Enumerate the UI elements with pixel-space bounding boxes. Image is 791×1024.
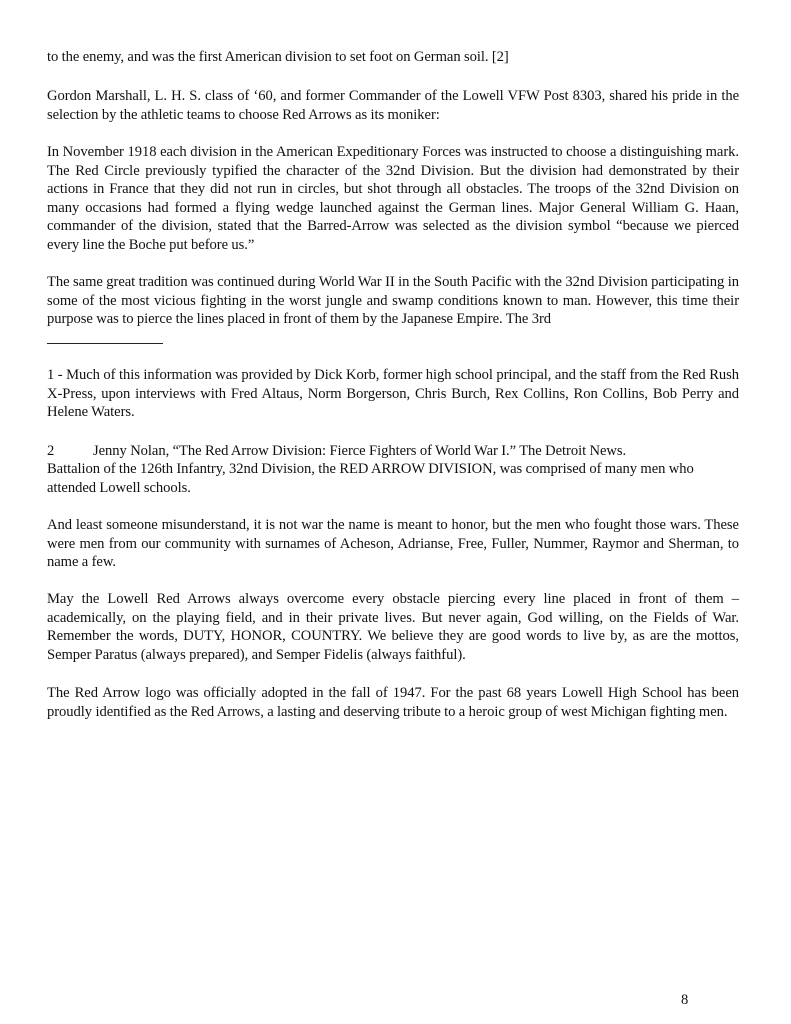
paragraph-lowell-red-arrows: May the Lowell Red Arrows always overcome every obstacle piercing every line placed in front of them – academically, on the playing field, and in their private lives. But never again, God willing, on the Fields of War. Remember the words, DUTY, HONOR, COUNTRY. We believe they are good words to live by, as are the mottos, Semper Paratus (always prepared), and Semper Fidelis (always faithful).	[47, 591, 739, 663]
paragraph-red-arrow-logo: The Red Arrow logo was officially adopted in the fall of 1947. For the past 68 years Lowell High School has been proudly identified as the Red Arrows, a lasting and deserving tribute to a heroic group of west Michigan fighting men.	[47, 685, 739, 720]
paragraph-world-war-ii: The same great tradition was continued during World War II in the South Pacific with the 32nd Division participating in some of the most vicious fighting in the worst jungle and swamp conditions known to man. However, this time their purpose was to pierce the lines placed in front of them by the Japanese Empire. The 3rd	[47, 274, 739, 328]
paragraph-battalion: Battalion of the 126th Infantry, 32nd Division, the RED ARROW DIVISION, was comprised of many men who attended Lowell schools.	[47, 461, 694, 496]
paragraph-opening-continuation: to the enemy, and was the first American division to set foot on German soil. [2]	[47, 49, 509, 65]
paragraph-gordon-marshall: Gordon Marshall, L. H. S. class of ‘60, and former Commander of the Lowell VFW Post 8303, shared his pride in the selection by the athletic teams to choose Red Arrows as its moniker:	[47, 88, 739, 123]
paragraph-least-someone-misunderstand: And least someone misunderstand, it is not war the name is meant to honor, but the men who fought those wars. These were men from our community with surnames of Acheson, Adrianse, Free, Fuller, Nummer, Raymor and Sherman, to name a few.	[47, 517, 739, 571]
footnote-separator-rule	[47, 343, 163, 344]
footnote-2-text: Jenny Nolan, “The Red Arrow Division: Fierce Fighters of World War I.” The Detroit News.	[93, 443, 627, 459]
footnote-2-number: 2	[47, 443, 55, 459]
footnote-2	[47, 442, 739, 461]
page-number: 8	[681, 992, 689, 1008]
paragraph-november-1918-quote: In November 1918 each division in the American Expeditionary Forces was instructed to choose a distinguishing mark. The Red Circle previously typified the character of the 32nd Division. But the division had demonstrated by their actions in France that they did not run in circles, but shot through all obstacles. The troops of the 32nd Division on many occasions had formed a flying wedge launched against the German lines. Major General William G. Haan, commander of the division, stated that the Barred-Arrow was selected as the division symbol “because we pierced every line the Boche put before us.”	[47, 144, 739, 253]
footnote-1: 1 - Much of this information was provided by Dick Korb, former high school principal, and the staff from the Red Rush X-Press, upon interviews with Fred Altaus, Norm Borgerson, Chris Burch, Rex Collins, Ron Collins, Bob Perry and Helene Waters.	[47, 367, 739, 421]
